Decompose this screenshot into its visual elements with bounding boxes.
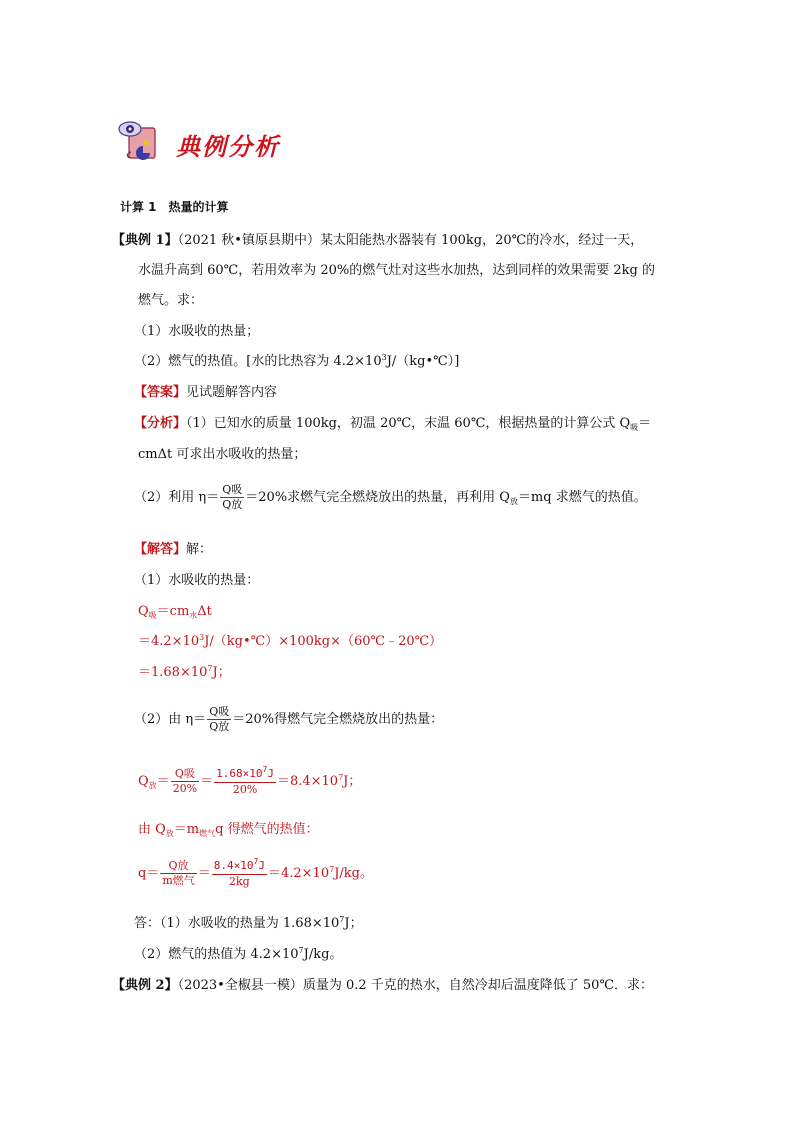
solution-line: 【解答】解： (134, 542, 213, 557)
efficiency-fraction: $\frac{\text{Q吸}}{\text{Q放}}$ (222, 483, 243, 511)
analysis-line-3: （2）利用 η＝ $\frac{\text{Q吸}}{\text{Q放}}$ ＝20%求燃气完全燃烧放出的热量，再利用 $Q_放=mq$ 求燃气的热值。 (134, 483, 647, 511)
solution-step-3: $=4.2\times 10^3J/(kg•℃)\times 100kg\times(60℃﹣20℃)$ (138, 633, 443, 649)
example-1-line-1: 【典例 1】（2021 秋•镇原县期中）某太阳能热水器装有 100kg，20℃的冷水，经过一天， (112, 233, 644, 248)
solution-step-5: （2）由 η＝ $\frac{\text{Q吸}}{\text{Q放}}$ ＝20%得燃气完全燃烧放出的热量： (134, 705, 444, 733)
heat-value-fraction: $\frac{1.68\times 10^7J}{20\%}$ (216, 764, 274, 796)
example-2-line-1: 【典例 2】（2023•全椒县一模）质量为 0.2 千克的热水，自然冷却后温度降低了 50℃．求： (112, 978, 653, 993)
efficiency-fraction-2: $\frac{\text{Q吸}}{\text{Q放}}$ (209, 705, 230, 733)
example-1-line-3: 燃气。求： (138, 293, 204, 308)
question-1: （1）水吸收的热量； (134, 324, 260, 339)
question-2: （2）燃气的热值。[水的比热容为 $4.2\times 10^3J/(kg•℃)$] (134, 353, 460, 369)
final-answer-2: （2）燃气的热值为 $4.2\times 10^7J/kg$。 (134, 946, 343, 962)
solution-step-2: $Q_吸=cm_水\Delta t$ (138, 604, 212, 620)
example-1-tag: 【典例 1】 (112, 233, 178, 248)
analysis-tag: 【分析】 (134, 416, 187, 431)
section-label: 计算 1 热量的计算 (120, 200, 229, 214)
analysis-line-2: cmΔt 可求出水吸收的热量； (138, 447, 307, 462)
final-answer-1: 答：（1）水吸收的热量为 $1.68\times 10^7J$； (134, 915, 363, 931)
heading-icon (117, 118, 163, 164)
solution-step-8: q＝ $\frac{\text{Q放}}{\text{m燃气}}$ ＝ $\frac{8.4\times 10^7J}{2kg}$ $=4.2\times 10^7J/kg$。 (138, 856, 373, 888)
solution-step-4: $=1.68\times 10^7J$； (138, 664, 231, 680)
solution-step-7: 由 $Q_放=m_{燃气}q$ 得燃气的热值： (138, 822, 319, 838)
analysis-line-1: 【分析】（1）已知水的质量 100kg，初温 20℃，末温 60℃，根据热量的计算公式 $Q_吸=$ (134, 416, 652, 432)
calorific-fraction-1: $\frac{\text{Q放}}{\text{m燃气}}$ (162, 859, 195, 887)
solution-step-1: （1）水吸收的热量： (134, 573, 260, 588)
page-heading: 典例分析 (176, 133, 280, 161)
solution-tag: 【解答】 (134, 542, 187, 557)
solution-step-6: $Q_放=$ $\frac{\text{Q吸}}{20\%}$ ＝ $\frac{1.68\times 10^7J}{20\%}$ $=8.4\times 10^7J$； (138, 764, 362, 796)
answer-line: 【答案】见试题解答内容 (134, 385, 278, 400)
example-1-line-2: 水温升高到 60℃，若用效率为 20%的燃气灶对这些水加热，达到同样的效果需要 2kg 的 (138, 263, 655, 278)
heat-released-fraction: $\frac{\text{Q吸}}{20\%}$ (172, 767, 198, 795)
answer-tag: 【答案】 (134, 385, 187, 400)
example-2-tag: 【典例 2】 (112, 978, 178, 993)
calorific-fraction-2: $\frac{8.4\times 10^7J}{2kg}$ (213, 856, 265, 888)
